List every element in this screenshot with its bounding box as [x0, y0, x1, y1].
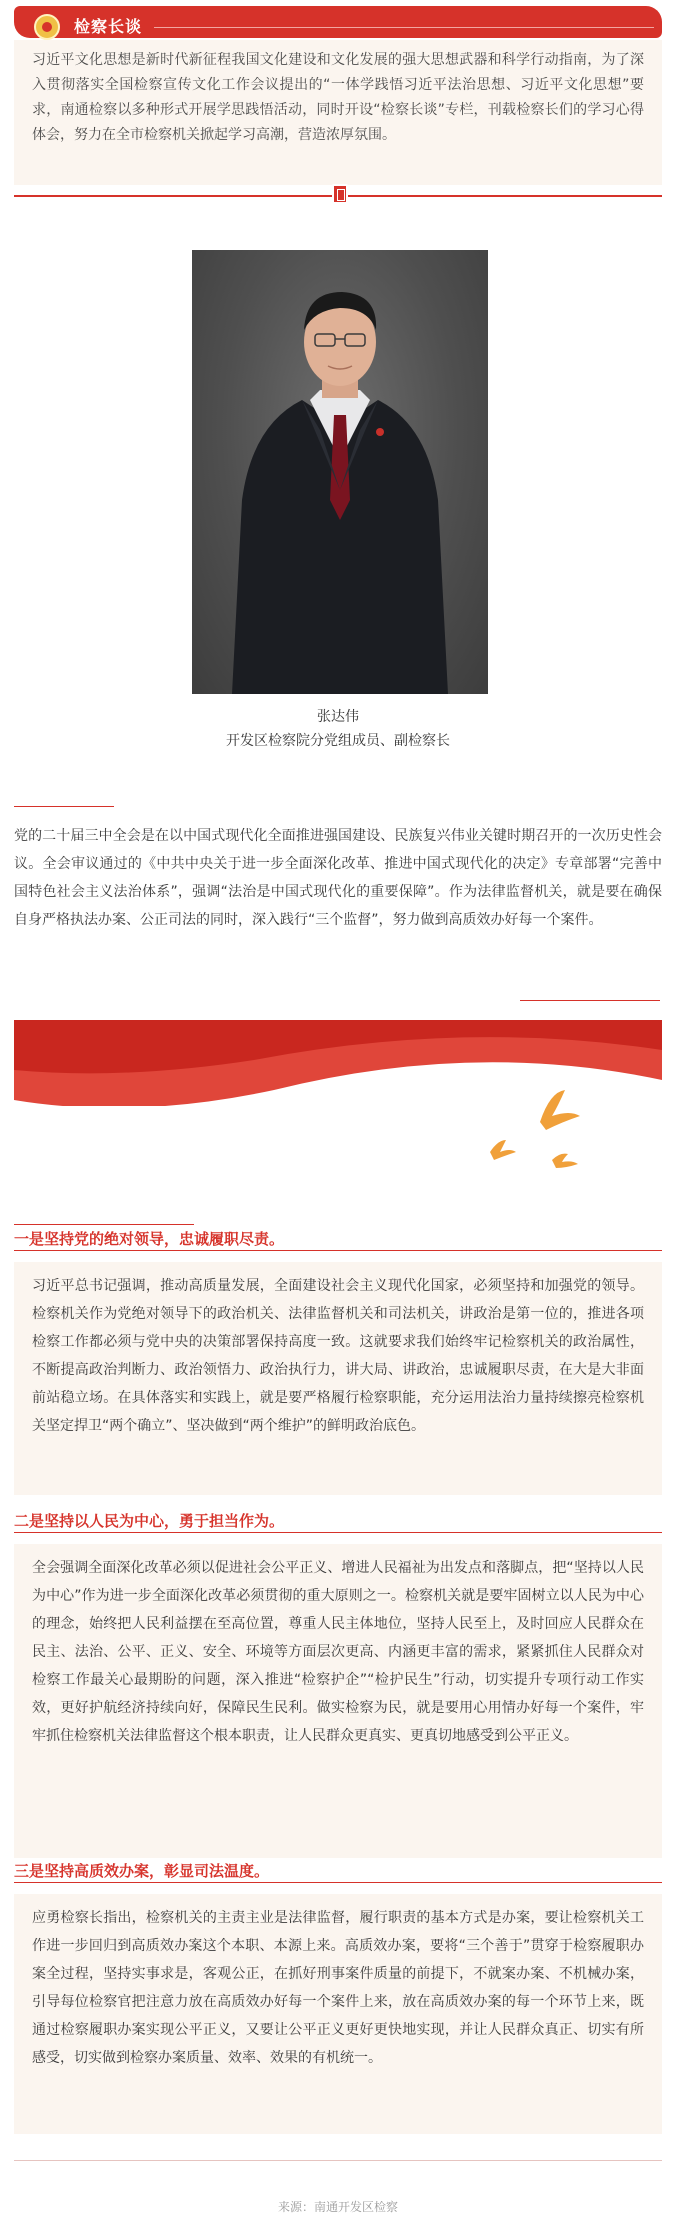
section-1-heading: 一是坚持党的绝对领导，忠诚履职尽责。 — [14, 1230, 285, 1248]
lead-rule-top — [14, 806, 114, 807]
column-title: 检察长谈 — [74, 17, 143, 36]
column-banner — [14, 6, 662, 38]
lead-paragraph: 党的二十届三中全会是在以中国式现代化全面推进强国建设、民族复兴伟业关键时期召开的一次历史性会议。全会审议通过的《中共中央关于进一步全面深化改革、推进中国式现代化的决定》专章部署“完善中国特色社会主义法治体系”，强调“法治是中国式现代化的重要保障”。作为法律监督机关，就是要在确保自身严格执法办案、公正司法的同时，深入践行“三个监督”，努力做到高质效办好每一个案件。 — [14, 828, 662, 928]
seal-icon — [332, 184, 348, 204]
section-3-body: 应勇检察长指出，检察机关的主责主业是法律监督，履行职责的基本方式是办案，要让检察机关工作进一步回归到高质效办案这个本职、本源上来。高质效办案，要将“三个善于”贯穿于检察履职办案全过程，坚持实事求是，客观公正，在抓好刑事案件质量的前提下，不就案办案、不机械办案，引导每位检察官把注意力放在高质效办好每一个案件上来，放在高质效办案的每一个环节上来，既通过检察履职办案实现公平正义，又要让公平正义更好更快地实现，并让人民群众真正、切实有所感受，切实做到检察办案质量、效率、效果的有机统一。 — [32, 1910, 644, 2066]
intro-text: 习近平文化思想是新时代新征程我国文化建设和文化发展的强大思想武器和科学行动指南，为了深入贯彻落实全国检察宣传文化工作会议提出的“一体学践悟习近平法治思想、习近平文化思想”要求，南通检察以多种形式开展学思践悟活动，同时开设“检察长谈”专栏，刊载检察长们的学习心得体会，努力在全市检察机关掀起学习高潮，营造浓厚氛围。 — [32, 52, 644, 143]
procuratorate-emblem-icon — [34, 14, 60, 40]
profile-name: 张达伟 — [317, 709, 359, 725]
banner-divider — [154, 27, 654, 28]
profile-title: 开发区检察院分党组成员、副检察长 — [226, 733, 450, 749]
section-2-rule — [14, 1532, 662, 1533]
section-3-rule — [14, 1882, 662, 1883]
section-1-rule-left — [14, 1224, 194, 1225]
section-1-body: 习近平总书记强调，推动高质量发展，全面建设社会主义现代化国家，必须坚持和加强党的领导。检察机关作为党绝对领导下的政治机关、法律监督机关和司法机关，讲政治是第一位的，推进各项检察工作都必须与党中央的决策部署保持高度一致。这就要求我们始终牢记检察机关的政治属性，不断提高政治判断力、政治领悟力、政治执行力，讲大局、讲政治，忠诚履职尽责，在大是大非面前站稳立场。在具体落实和实践上，就是要严格履行检察职能，充分运用法治力量持续擦亮检察机关坚定捍卫“两个确立”、坚决做到“两个维护”的鲜明政治底色。 — [32, 1278, 644, 1434]
source-credit: 来源：南通开发区检察 — [277, 2200, 398, 2214]
section-2-heading: 二是坚持以人民为中心，勇于担当作为。 — [14, 1512, 285, 1530]
portrait-photo — [192, 250, 488, 694]
section-3-heading: 三是坚持高质效办案，彰显司法温度。 — [14, 1862, 270, 1880]
section-2-body: 全会强调全面深化改革必须以促进社会公平正义、增进人民福祉为出发点和落脚点，把“坚持以人民为中心”作为进一步全面深化改革必须贯彻的重大原则之一。检察机关就是要牢固树立以人民为中心的理念，始终把人民利益摆在至高位置，尊重人民主体地位，坚持人民至上，及时回应人民群众在民主、法治、公平、正义、安全、环境等方面层次更高、内涵更丰富的需求，紧紧抓住人民群众对检察工作最关心最期盼的问题，深入推进“检察护企”“检护民生”行动，切实提升专项行动工作实效，更好护航经济持续向好，保障民生民利。做实检察为民，就是要用心用情办好每一个案件，牢牢抓住检察机关法律监督这个根本职责，让人民群众更真实、更真切地感受到公平正义。 — [32, 1560, 644, 1744]
birds-icon — [480, 1082, 600, 1182]
section-1-rule — [14, 1250, 662, 1251]
lead-rule-bottom — [520, 1000, 660, 1001]
footer-divider — [14, 2160, 662, 2161]
